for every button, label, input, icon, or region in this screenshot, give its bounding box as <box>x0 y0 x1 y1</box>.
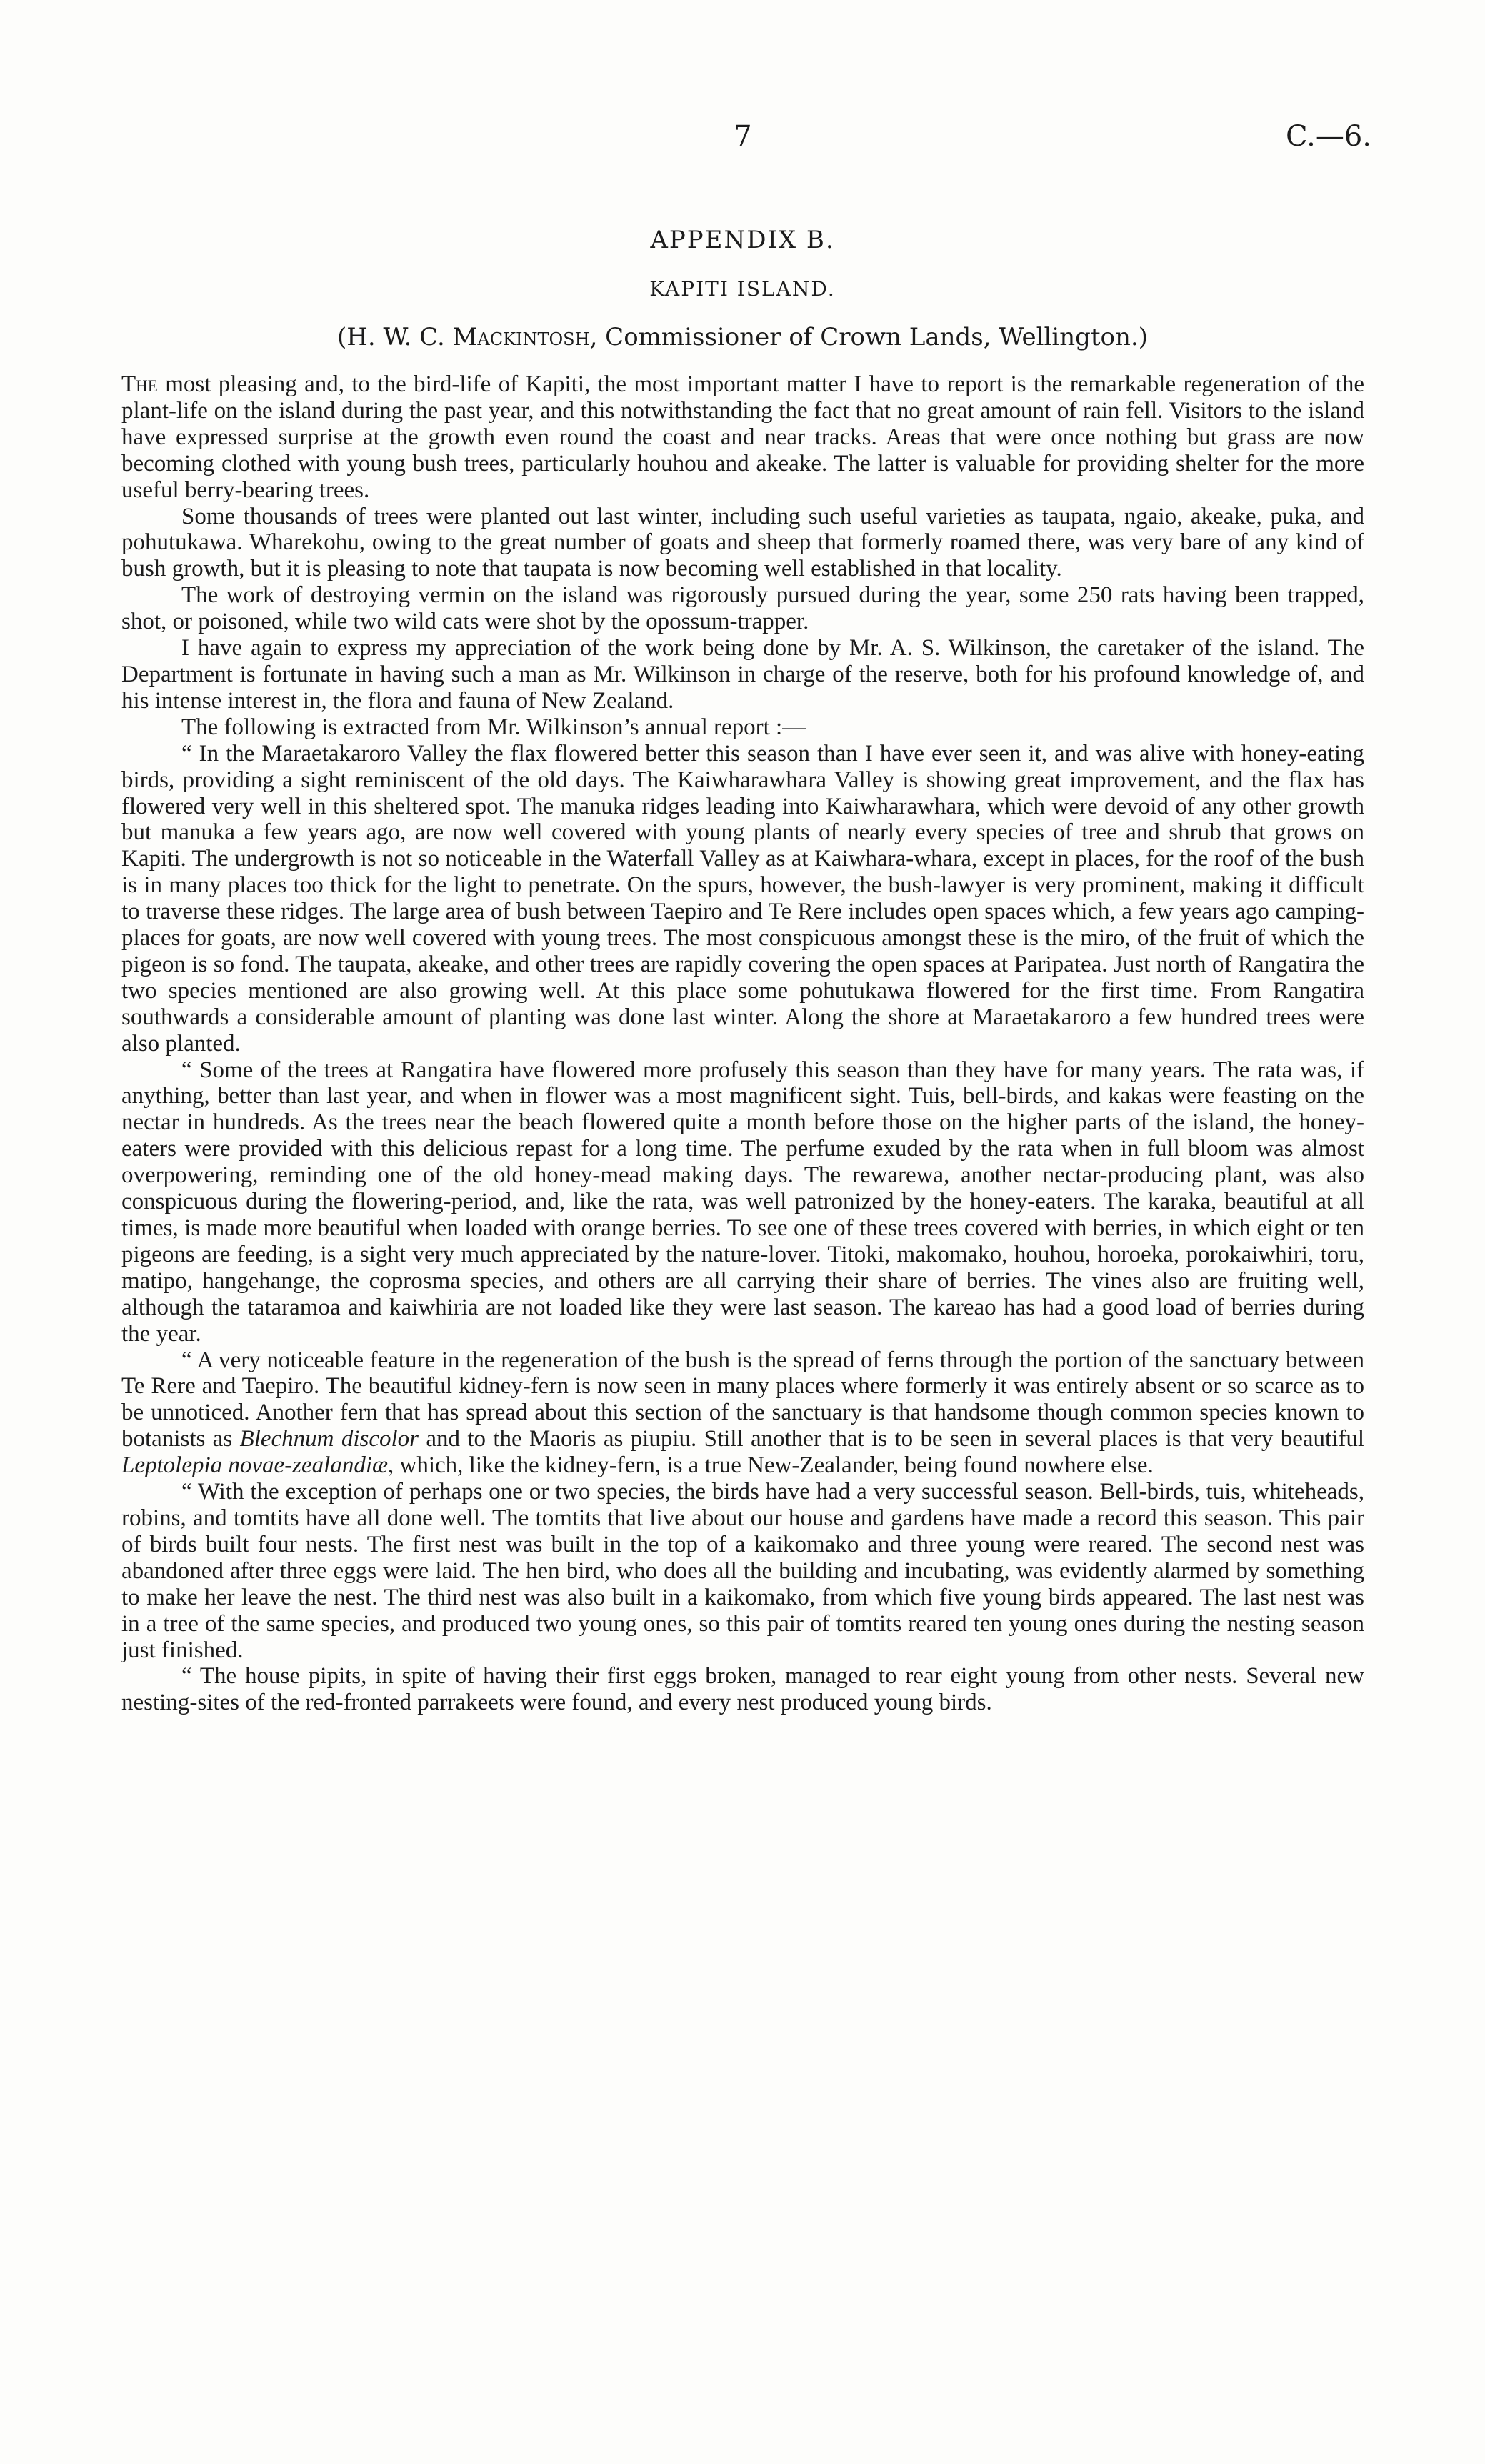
paragraph: “ Some of the trees at Rangatira have flowered more profusely this season than they have for many years. The rata was, if anything, better than last year, and when in flower was a most magnificent sight. Tuis, bell-birds, and kakas were feasting on the nectar in hundreds. As the trees near the beach flowered quite a month before those on the higher parts of the island, the honey-eaters were provided with this delicious repast for a long time. The perfume exuded by the rata when in full bloom was almost overpowering, reminding one of the old honey-mead making days. The rewarewa, another nectar-producing plant, was also conspicuous during the flowering-period, and, like the rata, was well patronized by the honey-eaters. The karaka, beautiful at all times, is made more beautiful when loaded with orange berries. To see one of these trees covered with berries, in which eight or ten pigeons are feeding, is a sight very much appreciated by the nature-lover. Titoki, makomako, houhou, horoeka, porokaiwhiri, toru, matipo, hangehange, the coprosma species, and others are all carrying their share of berries. The vines also are fruiting well, although the tataramoa and kaiwhiria are not loaded like they were last season. The kareao has had a good load of berries during the year. <box>121 1057 1364 1347</box>
paragraph: “ With the exception of perhaps one or two species, the birds have had a very successful season. Bell-birds, tuis, whiteheads, robins, and tomtits have all done well. The tomtits that live about our house and gardens have made a record this season. This pair of birds built four nests. The first nest was built in the top of a kaikomako and three young were reared. The second nest was abandoned after three eggs were laid. The hen bird, who does all the building and incubating, was evidently alarmed by something to make her leave the nest. The third nest was also built in a kaikomako, from which five young birds appeared. The last nest was in a tree of the same species, and produced two young ones, so this pair of tomtits reared ten young ones during the nesting season just finished. <box>121 1479 1364 1663</box>
paragraph <box>121 1347 1364 1480</box>
paragraph-lead-word: The <box>121 371 158 397</box>
document-code: C.—6. <box>1285 120 1371 153</box>
author-line <box>0 323 1485 351</box>
author-prefix: (H. W. C. <box>337 323 453 351</box>
species-name: Blechnum discolor <box>239 1426 419 1452</box>
appendix-title: APPENDIX B. <box>650 226 835 254</box>
section-title: KAPITI ISLAND. <box>649 277 836 301</box>
page-number: 7 <box>734 120 752 153</box>
paragraph: “ The house pipits, in spite of having their first eggs broken, managed to rear eight young from other nests. Several new nesting-sites of the red-fronted parrakeets were found, and every nest produced young birds. <box>121 1663 1364 1716</box>
author-title: , Commissioner of Crown Lands, Wellington.) <box>589 323 1148 351</box>
paragraph <box>121 371 1364 504</box>
paragraph-text: “ A very noticeable feature in the regeneration of the bush is the spread of ferns through the portion of the sanctuary between Te Rere and Taepiro. The beautiful kidney-fern is now seen in many places where formerly it was entirely absent or so scarce as to be unnoticed. Another fern that has spread about this section of the sanctuary is that handsome though common species known to botanists as <box>121 1347 1364 1452</box>
body-text <box>121 371 1364 1716</box>
paragraph-text: most pleasing and, to the bird-life of Kapiti, the most important matter I have to report is the remarkable regeneration of the plant-life on the island during the past year, and this notwithstanding the fact that no great amount of rain fell. Visitors to the island have expressed surprise at the growth even round the coast and near tracks. Areas that were once nothing but grass are now becoming clothed with young bush trees, particularly houhou and akeake. The latter is valuable for providing shelter for the more useful berry-bearing trees. <box>121 371 1364 503</box>
species-name: Leptolepia novae-zealandiæ <box>121 1452 389 1479</box>
paragraph-text: , which, like the kidney-fern, is a true New-Zealander, being found nowhere else. <box>388 1452 1154 1479</box>
paragraph-text: and to the Maoris as piupiu. Still another that is to be seen in several places is that very beautiful <box>419 1426 1365 1452</box>
author-name: Mackintosh <box>452 323 590 351</box>
paragraph: The following is extracted from Mr. Wilkinson’s annual report :— <box>181 714 806 740</box>
paragraph: I have again to express my appreciation of the work being done by Mr. A. S. Wilkinson, the caretaker of the island. The Department is fortunate in having such a man as Mr. Wilkinson in charge of the reserve, both for his profound knowledge of, and his intense interest in, the flora and fauna of New Zealand. <box>121 635 1364 714</box>
paragraph: The work of destroying vermin on the island was rigorously pursued during the year, some 250 rats having been trapped, shot, or poisoned, while two wild cats were shot by the opossum-trapper. <box>121 582 1364 635</box>
paragraph: “ In the Maraetakaroro Valley the flax flowered better this season than I have ever seen it, and was alive with honey-eating birds, providing a sight reminiscent of the old days. The Kaiwharawhara Valley is showing great improvement, and the flax has flowered very well in this sheltered spot. The manuka ridges leading into Kaiwharawhara, which were devoid of any other growth but manuka a few years ago, are now well covered with young plants of nearly every species of tree and shrub that grows on Kapiti. The undergrowth is not so noticeable in the Waterfall Valley as at Kaiwhara-whara, except in places, for the roof of the bush is in many places too thick for the light to penetrate. On the spurs, however, the bush-lawyer is very prominent, making it difficult to traverse these ridges. The large area of bush between Taepiro and Te Rere includes open spaces which, a few years ago camping-places for goats, are now well covered with young trees. The most conspicuous amongst these is the miro, of the fruit of which the pigeon is so fond. The taupata, akeake, and other trees are rapidly covering the open spaces at Paripatea. Just north of Rangatira the two species mentioned are also growing well. At this place some pohutukawa flowered for the first time. From Rangatira southwards a considerable amount of planting was done last winter. Along the shore at Maraetakaroro a few hundred trees were also planted. <box>121 740 1364 1057</box>
paragraph: Some thousands of trees were planted out last winter, including such useful varieties as taupata, ngaio, akeake, puka, and pohutukawa. Wharekohu, owing to the great number of goats and sheep that formerly roamed there, was very bare of any kind of bush growth, but it is pleasing to note that taupata is now becoming well established in that locality. <box>121 503 1364 582</box>
